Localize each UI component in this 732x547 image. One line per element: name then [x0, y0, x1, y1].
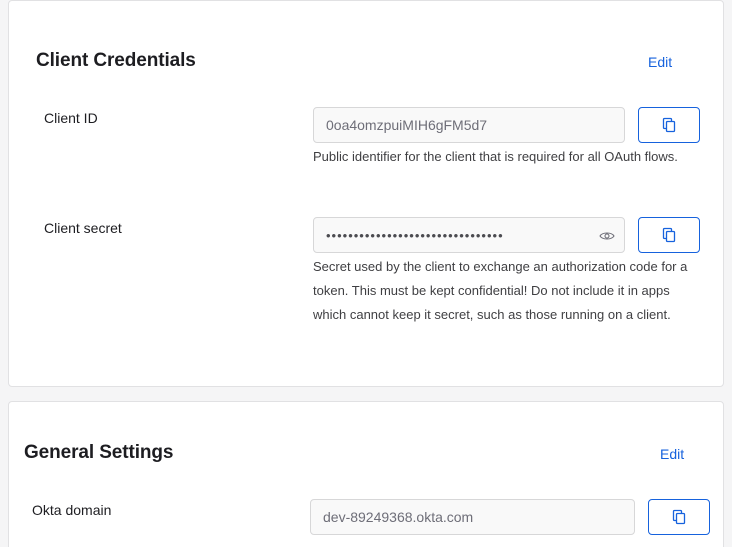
client-id-label: Client ID [44, 110, 98, 126]
okta-domain-label: Okta domain [32, 502, 112, 518]
client-id-help-text: Public identifier for the client that is required for all OAuth flows. [313, 149, 678, 164]
copy-icon [671, 509, 687, 525]
client-id-row [313, 107, 700, 143]
client-id-input[interactable]: 0oa4omzpuiMIH6gFM5d7 [313, 107, 625, 143]
client-secret-row [313, 217, 700, 253]
eye-icon[interactable] [599, 229, 615, 241]
client-secret-help-text: Secret used by the client to exchange an authorization code for a token. This must be kept confidential! Do not include it in apps which cannot keep it secret, such as those running on a client. [313, 259, 688, 322]
copy-client-id-button[interactable] [638, 107, 700, 143]
client-secret-input[interactable]: •••••••••••••••••••••••••••••••• [313, 217, 625, 253]
okta-domain-row [310, 499, 710, 535]
copy-okta-domain-button[interactable] [648, 499, 710, 535]
general-settings-edit-button[interactable]: Edit [660, 446, 685, 462]
general-settings-title: General Settings [24, 442, 174, 463]
copy-icon [661, 227, 677, 243]
client-secret-label: Client secret [44, 220, 122, 236]
copy-client-secret-button[interactable] [638, 217, 700, 253]
copy-icon [661, 117, 677, 133]
client-credentials-title: Client Credentials [36, 50, 196, 71]
client-credentials-edit-button[interactable]: Edit [648, 54, 673, 70]
okta-domain-input[interactable]: dev-89249368.okta.com [310, 499, 635, 535]
